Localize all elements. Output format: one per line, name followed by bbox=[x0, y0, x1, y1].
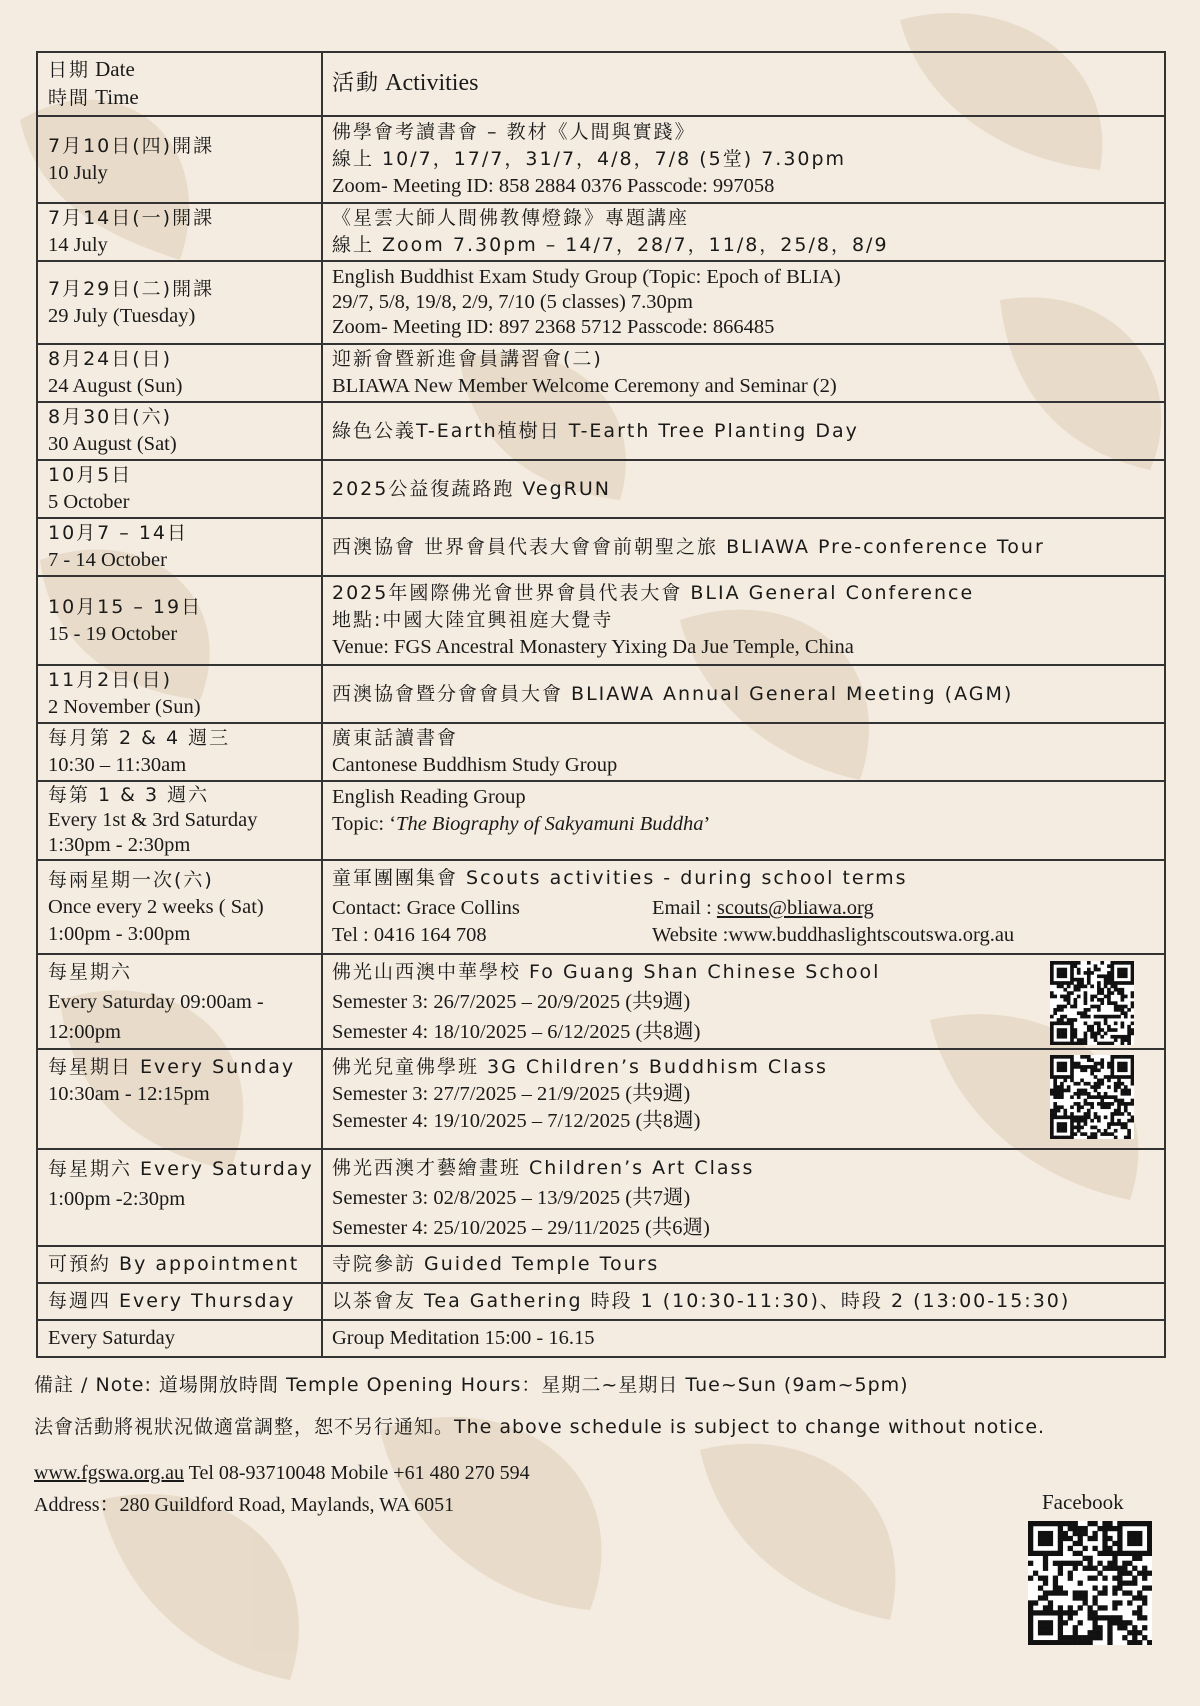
date-cell bbox=[37, 402, 322, 460]
activity-line: English Reading Group bbox=[332, 786, 526, 808]
date-line: 24 August (Sun) bbox=[48, 375, 183, 397]
date-line: 12:00pm bbox=[48, 1020, 121, 1043]
table-row bbox=[37, 781, 1165, 860]
activity-cell bbox=[322, 723, 1165, 781]
contact-name: Contact: Grace Collins bbox=[332, 897, 520, 919]
activity-cell bbox=[322, 576, 1165, 665]
activity-line: Group Meditation 15:00 - 16.15 bbox=[332, 1327, 595, 1349]
date-line: 7月14日(一)開課 bbox=[48, 207, 215, 229]
activity-line: 線上 Zoom 7.30pm – 14/7，28/7，11/8，25/8，8/9 bbox=[332, 234, 889, 256]
date-line: 1:30pm - 2:30pm bbox=[48, 834, 191, 856]
activity-cell bbox=[322, 203, 1165, 261]
date-line: 29 July (Tuesday) bbox=[48, 304, 196, 327]
date-line: 10:30am - 12:15pm bbox=[48, 1083, 210, 1105]
phone-numbers: Tel 08-93710048 Mobile +61 480 270 594 bbox=[183, 1462, 530, 1484]
topic-title: The Biography of Sakyamuni Buddha bbox=[396, 813, 704, 835]
date-line: Every 1st & 3rd Saturday bbox=[48, 809, 258, 831]
topic-end: ’ bbox=[703, 813, 711, 835]
date-cell bbox=[37, 344, 322, 402]
date-line: 14 July bbox=[48, 234, 108, 256]
header-time-cn: 時間 bbox=[48, 87, 91, 109]
activity-cell bbox=[322, 1320, 1165, 1357]
activity-line: 迎新會暨新進會員講習會(二) bbox=[332, 348, 603, 370]
date-cell bbox=[37, 1149, 322, 1246]
table-row bbox=[37, 1283, 1165, 1320]
activity-cell bbox=[322, 1283, 1165, 1320]
activity-line: 地點:中國大陸宜興祖庭大覺寺 bbox=[332, 609, 614, 631]
date-cell bbox=[37, 665, 322, 723]
qr-code-icon[interactable] bbox=[1050, 1055, 1134, 1139]
activity-cell bbox=[322, 665, 1165, 723]
activity-line: 《星雲大師人間佛教傳燈錄》專題講座 bbox=[332, 207, 690, 229]
date-line: Every Saturday bbox=[48, 1327, 175, 1349]
table-row bbox=[37, 954, 1165, 1049]
activity-line: 2025年國際佛光會世界會員代表大會 BLIA General Conference bbox=[332, 582, 975, 604]
activity-cell bbox=[322, 1049, 1165, 1149]
date-line: 每月第 2 & 4 週三 bbox=[48, 727, 231, 749]
date-line: 11月2日(日) bbox=[48, 669, 173, 691]
date-line: 可預約 By appointment bbox=[48, 1253, 300, 1275]
table-header-row bbox=[37, 52, 1165, 116]
activity-line: Semester 4: 18/10/2025 – 6/12/2025 (共8週) bbox=[332, 1020, 701, 1043]
date-line: 10月5日 bbox=[48, 464, 133, 486]
activity-line: 廣東話讀書會 bbox=[332, 727, 459, 749]
date-cell bbox=[37, 518, 322, 576]
contact-tel: Tel : 0416 164 708 bbox=[332, 924, 487, 946]
date-cell bbox=[37, 723, 322, 781]
date-line: 每第 1 & 3 週六 bbox=[48, 784, 210, 806]
activity-line: Semester 4: 25/10/2025 – 29/11/2025 (共6週) bbox=[332, 1216, 710, 1239]
activity-line: Semester 3: 27/7/2025 – 21/9/2025 (共9週) bbox=[332, 1083, 691, 1105]
activity-cell bbox=[322, 1149, 1165, 1246]
date-cell bbox=[37, 860, 322, 954]
table-row bbox=[37, 665, 1165, 723]
activity-line: 佛光西澳才藝繪畫班 Children’s Art Class bbox=[332, 1156, 755, 1179]
date-line: 每星期六 Every Saturday bbox=[48, 1158, 314, 1180]
activity-line: Semester 3: 26/7/2025 – 20/9/2025 (共9週) bbox=[332, 990, 691, 1013]
date-line: 2 November (Sun) bbox=[48, 696, 201, 718]
activity-line: English Buddhist Exam Study Group (Topic: Epoch of BLIA) bbox=[332, 266, 841, 288]
table-row bbox=[37, 518, 1165, 576]
table-row bbox=[37, 402, 1165, 460]
date-line: 10月7 – 14日 bbox=[48, 522, 189, 544]
activity-line: 綠色公義T-Earth植樹日 T-Earth Tree Planting Day bbox=[332, 419, 859, 442]
contact-line bbox=[34, 1462, 530, 1485]
activity-line: Zoom- Meeting ID: 897 2368 5712 Passcode: 866485 bbox=[332, 316, 775, 338]
date-line: 每兩星期一次(六) bbox=[48, 868, 214, 891]
email-line bbox=[652, 895, 874, 922]
date-line: 10月15 – 19日 bbox=[48, 595, 203, 618]
schedule-disclaimer: 法會活動將視狀況做適當調整，恕不另行通知。The above schedule is subject to change without notice. bbox=[34, 1416, 1046, 1438]
facebook-label: Facebook bbox=[1042, 1490, 1124, 1514]
date-line: Every Saturday 09:00am - bbox=[48, 990, 264, 1013]
date-line: 7 - 14 October bbox=[48, 549, 167, 571]
date-line: 每星期日 Every Sunday bbox=[48, 1056, 296, 1078]
date-cell bbox=[37, 460, 322, 518]
date-cell bbox=[37, 116, 322, 203]
date-line: 5 October bbox=[48, 491, 130, 513]
date-cell bbox=[37, 261, 322, 344]
date-line: 10 July bbox=[48, 161, 108, 184]
activity-cell bbox=[322, 954, 1165, 1049]
date-line: 7月10日(四)開課 bbox=[48, 134, 215, 157]
topic-label: Topic: ‘ bbox=[332, 813, 397, 835]
header-activities-cn: 活動 bbox=[332, 71, 381, 96]
activity-cell bbox=[322, 518, 1165, 576]
date-cell bbox=[37, 1246, 322, 1283]
date-line: 10:30 – 11:30am bbox=[48, 754, 187, 776]
date-line: 1:00pm - 3:00pm bbox=[48, 922, 191, 945]
table-row bbox=[37, 1149, 1165, 1246]
header-date-cn: 日期 bbox=[48, 59, 91, 81]
date-cell bbox=[37, 1283, 322, 1320]
table-row bbox=[37, 1049, 1165, 1149]
date-line: 1:00pm -2:30pm bbox=[48, 1188, 186, 1210]
activity-cell bbox=[322, 860, 1165, 954]
address-line: Address：280 Guildford Road, Maylands, WA 6051 bbox=[34, 1494, 455, 1516]
table-row bbox=[37, 460, 1165, 518]
activity-cell bbox=[322, 402, 1165, 460]
activity-line: 童軍團團集會 Scouts activities - during school terms bbox=[332, 867, 908, 889]
date-line: 每星期六 bbox=[48, 960, 133, 983]
header-time-en: Time bbox=[95, 85, 139, 109]
table-row bbox=[37, 723, 1165, 781]
scouts-contact-2 bbox=[332, 922, 1155, 949]
table-row bbox=[37, 1320, 1165, 1357]
table-row bbox=[37, 344, 1165, 402]
website-link[interactable]: www.fgswa.org.au bbox=[34, 1462, 184, 1484]
table-row bbox=[37, 860, 1165, 954]
email-link[interactable]: scouts@bliawa.org bbox=[716, 897, 874, 919]
activity-cell bbox=[322, 781, 1165, 860]
email-label: Email : bbox=[652, 897, 717, 919]
table-row bbox=[37, 116, 1165, 203]
activity-line: Semester 4: 19/10/2025 – 7/12/2025 (共8週) bbox=[332, 1110, 701, 1132]
facebook-qr-code-icon[interactable] bbox=[1028, 1521, 1152, 1645]
table-row bbox=[37, 576, 1165, 665]
date-cell bbox=[37, 954, 322, 1049]
table-row bbox=[37, 261, 1165, 344]
activity-line: Semester 3: 02/8/2025 – 13/9/2025 (共7週) bbox=[332, 1186, 691, 1209]
date-line: 每週四 Every Thursday bbox=[48, 1290, 296, 1312]
date-line: 7月29日(二)開課 bbox=[48, 277, 215, 300]
activity-line: 寺院參訪 Guided Temple Tours bbox=[332, 1253, 660, 1275]
header-date-en: Date bbox=[95, 57, 135, 81]
activity-line: Zoom- Meeting ID: 858 2884 0376 Passcode: 997058 bbox=[332, 175, 775, 197]
activity-line: 西澳協會 世界會員代表大會會前朝聖之旅 BLIAWA Pre-conference Tour bbox=[332, 535, 1045, 558]
table-row bbox=[37, 1246, 1165, 1283]
date-cell bbox=[37, 1049, 322, 1149]
website-link[interactable]: Website :www.buddhaslightscoutswa.org.au bbox=[652, 924, 1015, 946]
schedule-table bbox=[36, 51, 1166, 1358]
activity-cell bbox=[322, 344, 1165, 402]
activity-topic bbox=[332, 811, 1155, 838]
qr-code-icon[interactable] bbox=[1050, 961, 1134, 1045]
scouts-contact bbox=[332, 895, 1155, 922]
activity-cell bbox=[322, 261, 1165, 344]
activity-line: BLIAWA New Member Welcome Ceremony and Seminar (2) bbox=[332, 375, 837, 397]
activity-line: 西澳協會暨分會會員大會 BLIAWA Annual General Meeting (AGM) bbox=[332, 682, 1014, 705]
activity-cell bbox=[322, 116, 1165, 203]
date-cell bbox=[37, 203, 322, 261]
activity-line: 佛光山西澳中華學校 Fo Guang Shan Chinese School bbox=[332, 960, 881, 983]
activity-line: 以茶會友 Tea Gathering 時段 1 (10:30-11:30)、時段 2 (13:00-15:30) bbox=[332, 1290, 1071, 1312]
date-line: 15 - 19 October bbox=[48, 622, 178, 645]
activity-cell bbox=[322, 1246, 1165, 1283]
date-cell bbox=[37, 781, 322, 860]
activity-line: Cantonese Buddhism Study Group bbox=[332, 754, 618, 776]
activity-line: 29/7, 5/8, 19/8, 2/9, 7/10 (5 classes) 7.30pm bbox=[332, 291, 694, 313]
date-line: 8月24日(日) bbox=[48, 348, 173, 370]
header-activities-en: Activities bbox=[385, 70, 479, 96]
activity-cell bbox=[322, 460, 1165, 518]
date-line: Once every 2 weeks ( Sat) bbox=[48, 895, 264, 918]
header-date-time bbox=[37, 52, 322, 116]
date-line: 30 August (Sat) bbox=[48, 433, 177, 455]
opening-hours-note: 備註 / Note: 道場開放時間 Temple Opening Hours：星期二~星期日 Tue~Sun (9am~5pm) bbox=[34, 1374, 909, 1396]
date-cell bbox=[37, 576, 322, 665]
date-line: 8月30日(六) bbox=[48, 406, 173, 428]
table-row bbox=[37, 203, 1165, 261]
activity-line: 佛學會考讀書會 – 教材《人間與實踐》 bbox=[332, 121, 696, 143]
activity-line: 線上 10/7，17/7，31/7，4/8，7/8 (5堂) 7.30pm bbox=[332, 148, 847, 170]
activity-line: Venue: FGS Ancestral Monastery Yixing Da Jue Temple, China bbox=[332, 636, 854, 658]
date-cell bbox=[37, 1320, 322, 1357]
activity-line: 2025公益復蔬路跑 VegRUN bbox=[332, 477, 611, 500]
activity-line: 佛光兒童佛學班 3G Children’s Buddhism Class bbox=[332, 1056, 828, 1078]
header-activities bbox=[322, 52, 1165, 116]
